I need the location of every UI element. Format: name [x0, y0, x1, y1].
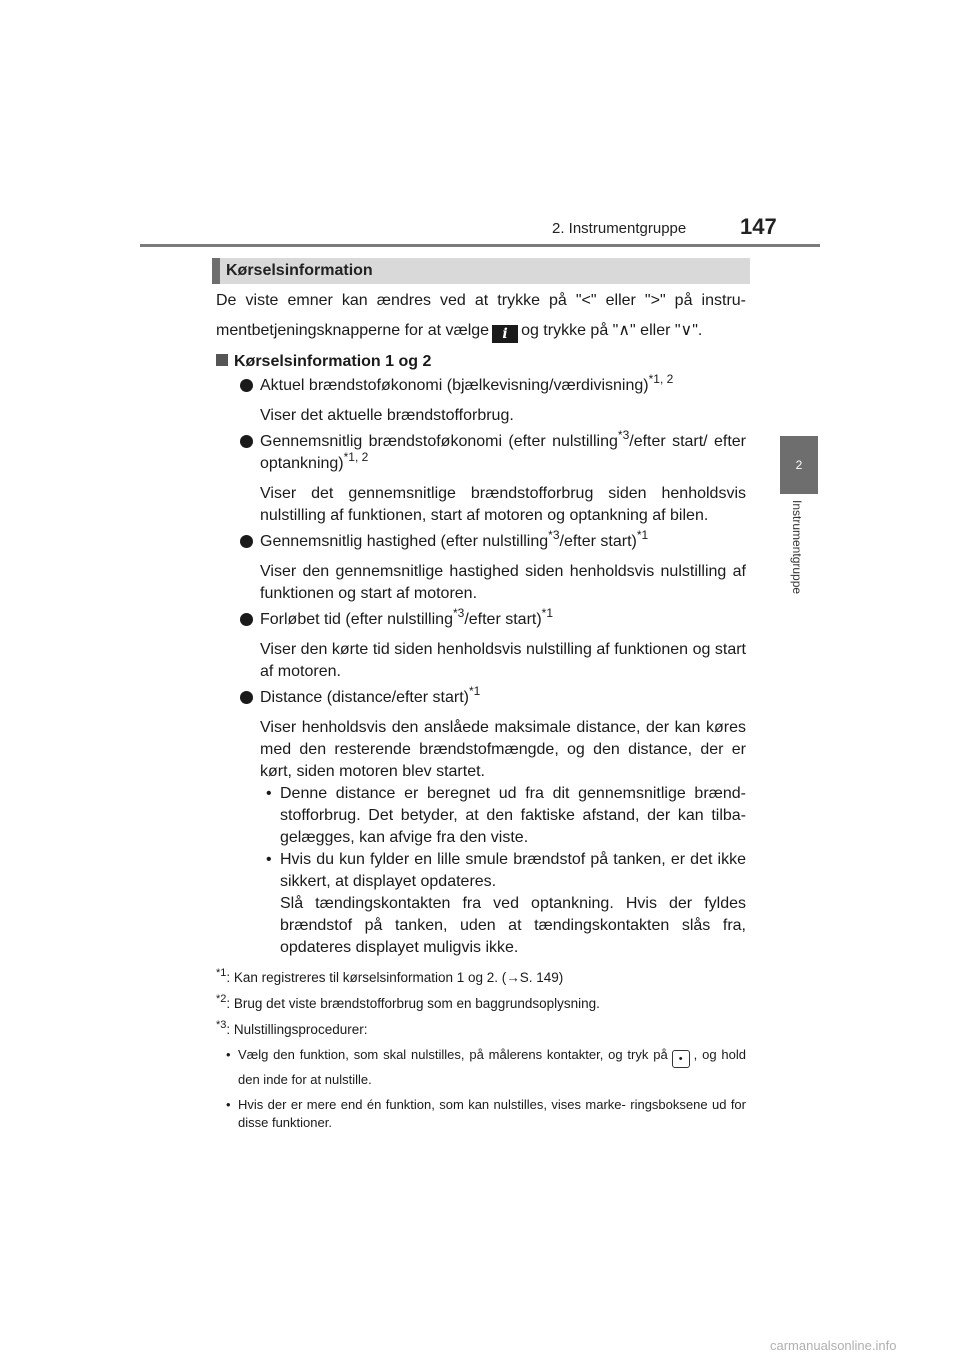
- item-label: [260, 684, 746, 709]
- footnote-sub-item: [216, 1043, 746, 1092]
- item-label-text: Gennemsnitlig hastighed (efter nulstilling: [260, 533, 549, 550]
- header-section-title: 2. Instrumentgruppe: [552, 220, 687, 237]
- square-bullet-icon: [216, 354, 228, 366]
- footnote-ref: *1, 2: [648, 372, 674, 386]
- footnote-ref: *1, 2: [343, 450, 369, 464]
- round-bullet-icon: [240, 691, 253, 704]
- footnote-sub-text: Vælg den funktion, som skal nulstilles, på målerens kontakter, og tryk på: [238, 1047, 668, 1062]
- list-item-average-speed: [216, 528, 746, 553]
- reset-button-icon: •: [672, 1050, 690, 1068]
- item-label-text: Distance (distance/efter start): [260, 689, 469, 706]
- footnote-mark: *1: [216, 967, 227, 979]
- footnote-sub-text: , og hold den inde for at nulstille.: [238, 1047, 746, 1087]
- list-item-average-economy: [216, 428, 747, 475]
- distance-note-text: Hvis du kun fylder en lille smule brændstof på tanken, er det ikke sikkert, at displayet opdateres.: [280, 851, 746, 890]
- footnote-ref: *3: [452, 606, 465, 620]
- item-label-text: /efter start): [559, 533, 637, 550]
- round-bullet-icon: [240, 435, 253, 448]
- footnote: [216, 995, 746, 1013]
- distance-note: [216, 849, 746, 893]
- section-heading-bar: [212, 258, 750, 284]
- footnote-text: : Brug det viste brændstofforbrug som en baggrundsoplysning.: [226, 996, 600, 1011]
- footnote: [216, 1021, 746, 1039]
- item-label-text: /efter start/ efter optankning): [260, 433, 747, 472]
- bullet-mark: •: [266, 851, 272, 868]
- round-bullet-icon: [240, 613, 253, 626]
- item-description: Viser henholdsvis den anslåede maksimale distance, der kan køres med den resterende brændstofmængde, og den distance, der er kørt, siden motoren blev startet.: [260, 719, 746, 780]
- footnote-ref: *1: [636, 528, 649, 542]
- bullet-mark: •: [226, 1047, 231, 1062]
- intro-text-2a: mentbetjeningsknapperne for at vælge: [216, 322, 490, 339]
- footnotes: [216, 969, 746, 1132]
- distance-note-text: Denne distance er beregnet ud fra dit gennemsnitlige brænd- stofforbrug. Det betyder, at den faktiske afstand, der kan tilba- gelægges, kan afvige fra den viste.: [280, 785, 746, 846]
- item-description: Viser det gennemsnitlige brændstofforbrug siden henholdsvis nulstilling af funktionen, start af motoren og optankning af bilen.: [260, 485, 746, 524]
- item-description: Viser den kørte tid siden henholdsvis nulstilling af funktionen og start af motoren.: [260, 641, 746, 680]
- list-item-distance: [216, 684, 746, 709]
- item-label-text: Aktuel brændstoføkonomi (bjælkevisning/værdivisning): [260, 377, 649, 394]
- distance-note-continuation: Slå tændingskontakten fra ved optankning. Hvis der fyldes brændstof på tanken, uden at tændingskontakten slås fra, opdateres displayet muligvis ikke.: [280, 895, 746, 956]
- footnote-text: : Nulstillingsprocedurer:: [226, 1022, 368, 1037]
- footnote: [216, 969, 746, 987]
- round-bullet-icon: [240, 535, 253, 548]
- footnote-mark: *2: [216, 993, 227, 1005]
- footnote-ref: *3: [617, 428, 630, 442]
- item-label-text: Forløbet tid (efter nulstilling: [260, 611, 453, 628]
- watermark: carmanualsonline.info: [770, 1338, 897, 1353]
- footnote-text: : Kan registreres til kørselsinformation 1 og 2. (→S. 149): [226, 970, 564, 985]
- chapter-tab: 2: [780, 436, 818, 494]
- item-label: [260, 528, 746, 553]
- section-heading-accent: [212, 258, 220, 284]
- info-icon: i: [492, 325, 518, 343]
- intro-line-2: [216, 320, 746, 343]
- footnote-sub-text: Hvis der er mere end én funktion, som kan nulstilles, vises marke- ringsboksene ud for disse funktioner.: [238, 1097, 746, 1130]
- page-number: 147: [740, 214, 777, 239]
- main-content: [216, 290, 746, 1132]
- distance-note: [216, 783, 746, 849]
- item-label: [260, 372, 746, 397]
- bullet-mark: •: [266, 785, 272, 802]
- footnote-ref: *1: [541, 606, 554, 620]
- item-label-text: Gennemsnitlig brændstoføkonomi (efter nulstilling: [260, 433, 618, 450]
- subheading: [216, 351, 746, 373]
- chapter-label: [786, 500, 808, 640]
- round-bullet-icon: [240, 379, 253, 392]
- intro-line-1: [216, 290, 746, 312]
- footnote-mark: *3: [216, 1019, 227, 1031]
- footnote-sub-item: [216, 1096, 746, 1132]
- intro-text-2b: og trykke på "∧" eller "∨".: [521, 322, 703, 339]
- list-item-current-economy: [216, 372, 746, 397]
- intro-text-1: De viste emner kan ændres ved at trykke på "<" eller ">" på instru-: [216, 292, 746, 309]
- item-description: Viser det aktuelle brændstofforbrug.: [260, 407, 514, 424]
- header-rule: [140, 244, 820, 247]
- chapter-label-text: Instrumentgruppe: [790, 500, 804, 595]
- item-label: [260, 428, 747, 475]
- item-description: Viser den gennemsnitlige hastighed siden henholdsvis nulstilling af funktionen og start af motoren.: [260, 563, 746, 602]
- bullet-mark: •: [226, 1097, 231, 1112]
- item-label-text: /efter start): [464, 611, 542, 628]
- footnote-ref: *1: [468, 684, 481, 698]
- item-label: [260, 606, 746, 631]
- footnote-ref: *3: [548, 528, 560, 542]
- section-heading-title: Kørselsinformation: [226, 262, 373, 279]
- list-item-elapsed-time: [216, 606, 746, 631]
- subheading-text: Kørselsinformation 1 og 2: [234, 353, 432, 370]
